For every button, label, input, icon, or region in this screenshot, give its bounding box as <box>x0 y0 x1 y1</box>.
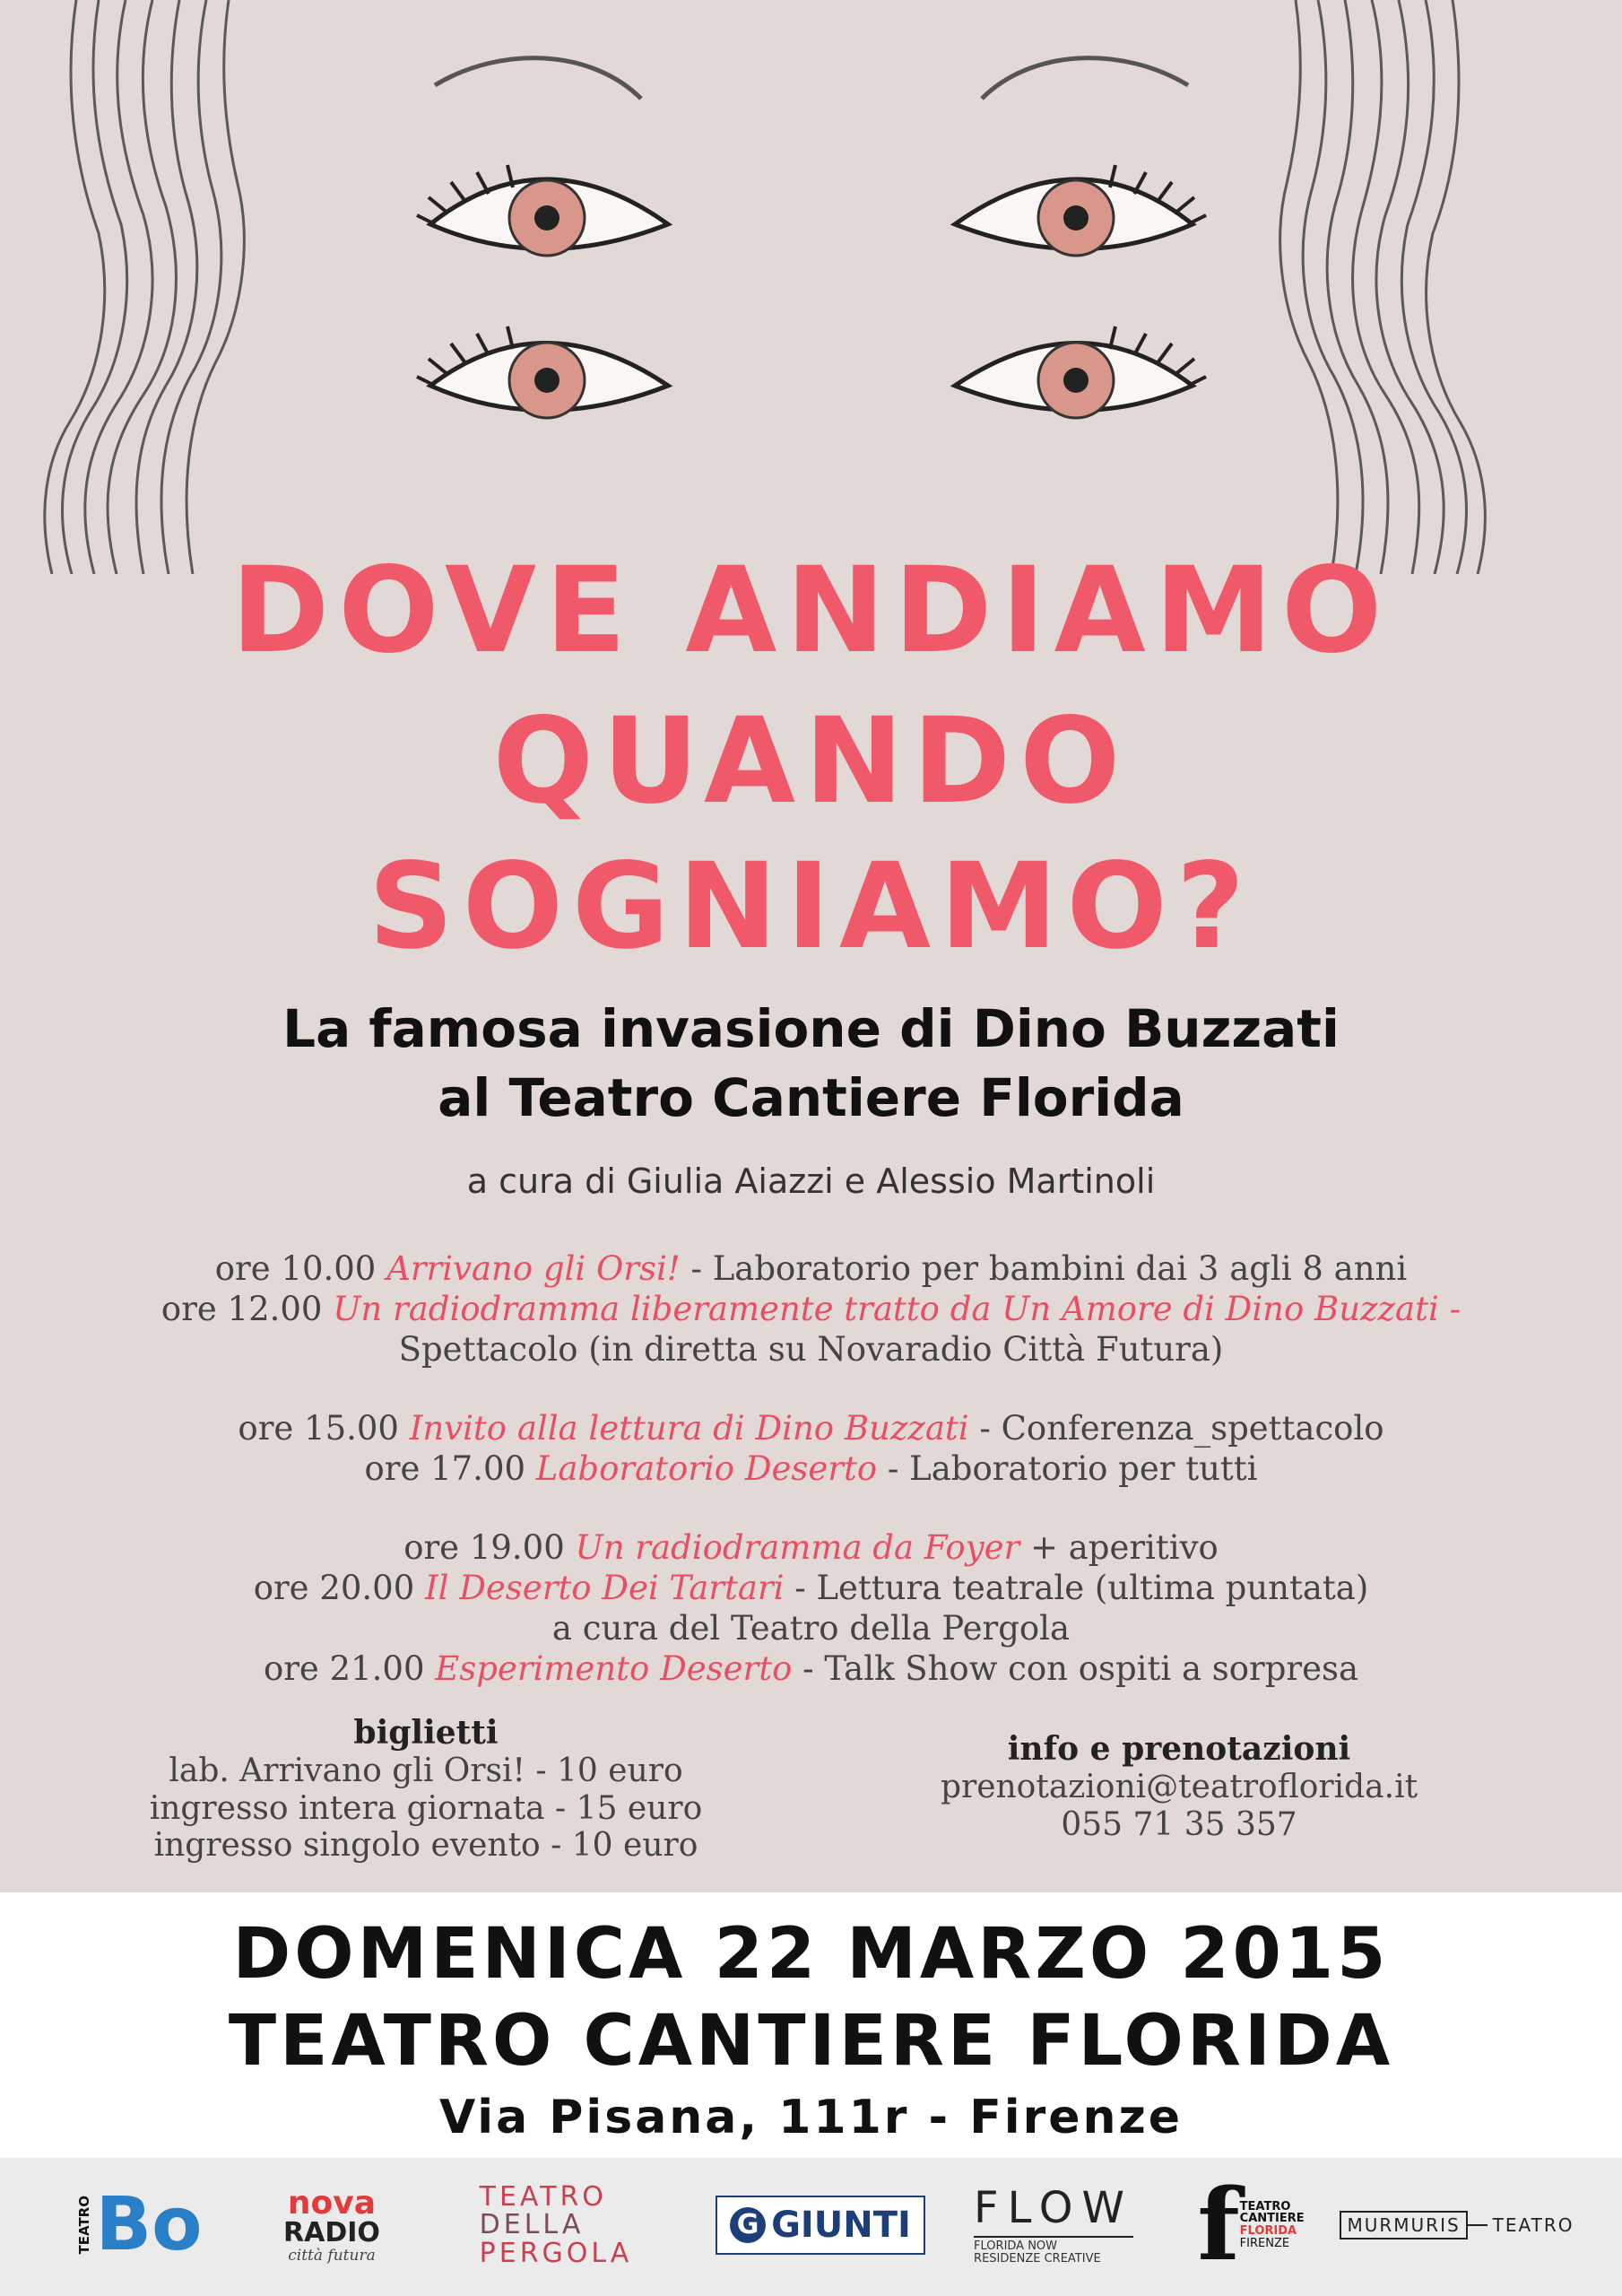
schedule-item: ore 17.00 Laboratorio Deserto - Laboratorio per tutti <box>364 1449 1258 1488</box>
schedule-item: ore 21.00 Esperimento Deserto - Talk Show con ospiti a sorpresa <box>263 1649 1359 1688</box>
illustration <box>0 0 1622 574</box>
teatro-pergola-logo: TEATRO DELLA PERGOLA <box>479 2180 633 2269</box>
booking-block <box>856 1731 1502 1843</box>
eye-bottom-left <box>417 326 668 418</box>
subtitle-line-2: al Teatro Cantiere Florida <box>438 1067 1184 1128</box>
murmuris-teatro-logo: MURMURIS TEATRO <box>1345 2172 1569 2278</box>
ticket-line: ingresso intera giornata - 15 euro <box>149 1789 703 1827</box>
eyebrow-right <box>982 58 1188 99</box>
schedule-item: Spettacolo (in diretta su Novaradio Città Futura) <box>398 1330 1224 1369</box>
schedule-item: ore 12.00 Un radiodramma liberamente tratto da Un Amore di Dino Buzzati - <box>160 1290 1462 1328</box>
booking-phone: 055 71 35 357 <box>1061 1805 1297 1843</box>
curators: a cura di Giulia Aiazzi e Alessio Martinoli <box>466 1161 1156 1201</box>
booking-email: prenotazioni@teatroflorida.it <box>940 1768 1418 1805</box>
flow-logo: FLOW FLORIDA NOW RESIDENZE CREATIVE <box>974 2182 1133 2266</box>
event-venue: TEATRO CANTIERE FLORIDA <box>228 2001 1394 2082</box>
giunti-g-icon: G <box>730 2207 766 2243</box>
title-line-3: SOGNIAMO? <box>368 838 1254 976</box>
schedule-item: ore 15.00 Invito alla lettura di Dino Buzzati - Conferenza_spettacolo <box>238 1409 1384 1448</box>
schedule-item: ore 19.00 Un radiodramma da Foyer + aperitivo <box>403 1528 1219 1567</box>
ticket-line: lab. Arrivano gli Orsi! - 10 euro <box>169 1752 683 1789</box>
booking-heading: info e prenotazioni <box>1007 1730 1351 1768</box>
sponsor-logos-bar <box>0 2158 1622 2296</box>
ticket-line: ingresso singolo evento - 10 euro <box>153 1827 698 1865</box>
schedule-item: a cura del Teatro della Pergola <box>551 1609 1071 1648</box>
hair-right <box>1280 0 1486 574</box>
eye-top-right <box>955 165 1206 256</box>
teatro-bo-logo: TEATRO Bo <box>75 2182 203 2267</box>
tickets-heading: biglietti <box>353 1714 499 1752</box>
hair-left <box>45 0 244 574</box>
nova-radio-logo: nova RADIO città futura <box>283 2184 380 2265</box>
schedule-item: ore 10.00 Arrivano gli Orsi! - Laboratorio per bambini dai 3 agli 8 anni <box>214 1249 1408 1288</box>
subtitle-line-1: La famosa invasione di Dino Buzzati <box>282 998 1340 1059</box>
eyebrow-left <box>435 58 641 99</box>
title-line-1: DOVE ANDIAMO <box>230 542 1392 680</box>
tickets-block <box>85 1715 767 1865</box>
giunti-logo: G GIUNTI <box>722 2172 919 2278</box>
event-date: DOMENICA 22 MARZO 2015 <box>232 1914 1390 1995</box>
schedule-item: ore 20.00 Il Deserto Dei Tartari - Lettura teatrale (ultima puntata) <box>253 1569 1369 1607</box>
florida-f-icon: f <box>1197 2167 1240 2283</box>
title-line-2: QUANDO <box>492 692 1130 831</box>
event-address: Via Pisana, 111r - Firenze <box>438 2091 1184 2144</box>
eye-bottom-right <box>955 326 1206 418</box>
eye-top-left <box>417 165 668 256</box>
teatro-cantiere-florida-logo: f TEATRO CANTIERE FLORIDA FIRENZE <box>1197 2167 1305 2283</box>
